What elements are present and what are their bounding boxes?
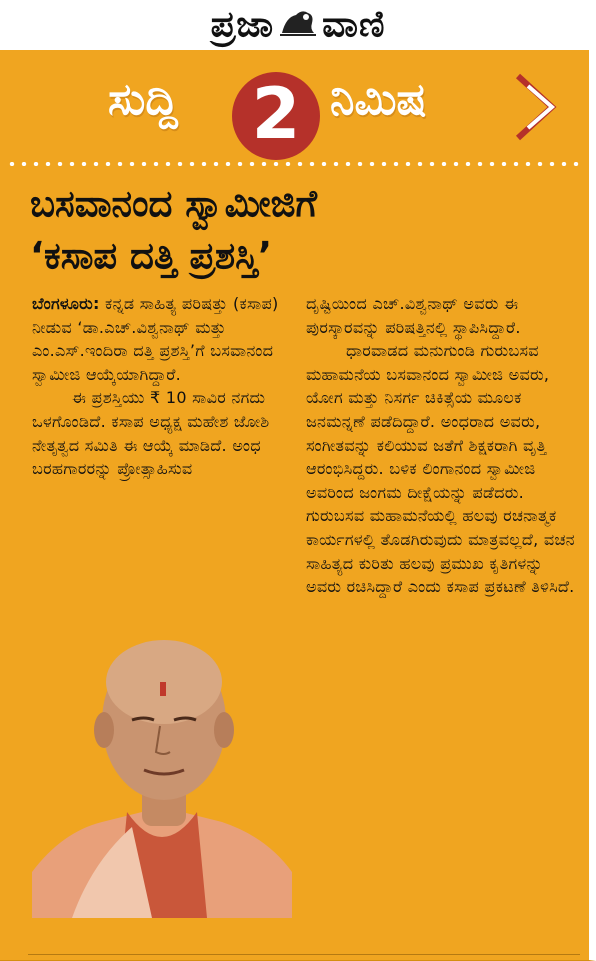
section-banner (0, 50, 589, 160)
chevron-right-icon[interactable] (512, 72, 560, 142)
article-paragraph-3: ದೃಷ್ಟಿಯಿಂದ ಎಚ್.ವಿಶ್ವನಾಥ್ ಅವರು ಈ ಪುರಸ್ಕಾರವನ್ನು ಪರಿಷತ್ತಿನಲ್ಲಿ ಸ್ಥಾಪಿಸಿದ್ದಾರೆ. (306, 294, 521, 337)
article-paragraph-1: ಕನ್ನಡ ಸಾಹಿತ್ಯ ಪರಿಷತ್ತು (ಕಸಾಪ) ನೀಡುವ ‘ಡಾ.ಎಚ್.ವಿಶ್ವನಾಥ್ ಮತ್ತು ಎಂ.ಎಸ್.ಇಂದಿರಾ ದತ್ತಿ ಪ್ರಶಸ್ತಿ’ಗೆ ಬಸವಾನಂದ ಸ್ವಾಮೀಜಿ ಆಯ್ಕೆಯಾಗಿದ್ದಾರೆ. (32, 294, 279, 384)
swamiji-portrait (32, 622, 292, 918)
article-headline (30, 178, 570, 282)
lion-emblem-icon (278, 3, 318, 39)
banner-number-badge (232, 72, 320, 160)
article-column-right (306, 292, 576, 599)
masthead (0, 0, 596, 50)
headline-line-2: ‘ಕಸಾಪ ದತ್ತಿ ಪ್ರಶಸ್ತಿ’ (30, 234, 273, 277)
banner-word-suddi: ಸುದ್ದಿ (108, 74, 178, 125)
bottom-rule (28, 954, 580, 955)
news-card (0, 50, 596, 961)
article-paragraph-4: ಧಾರವಾಡದ ಮನುಗುಂಡಿ ಗುರುಬಸವ ಮಹಾಮನೆಯ ಬಸವಾನಂದ ಸ್ವಾಮೀಜಿ ಅವರು, ಯೋಗ ಮತ್ತು ನಿಸರ್ಗ ಚಿಕಿತ್ಸೆಯ ಮೂಲಕ ಜನಮನ್ನಣೆ ಪಡೆದಿದ್ದಾರೆ. ಅಂಧರಾದ ಅವರು, ಸಂಗೀತವನ್ನು ಕಲಿಯುವ ಜತೆಗೆ ಶಿಕ್ಷಕರಾಗಿ ವೃತ್ತಿ ಆರಂಭಿಸಿದ್ದರು. ಬಳಿಕ ಲಿಂಗಾನಂದ ಸ್ವಾಮೀಜಿ ಅವರಿಂದ ಜಂಗಮ ದೀಕ್ಷೆಯನ್ನು ಪಡೆದರು. ಗುರುಬಸವ ಮಹಾಮನೆಯಲ್ಲಿ ಹಲವು ರಚನಾತ್ಮಕ ಕಾರ್ಯಗಳಲ್ಲಿ ತೊಡಗಿರುವುದು ಮಾತ್ರವಲ್ಲದೆ, ವಚನ ಸಾಹಿತ್ಯದ ಕುರಿತು ಹಲವು ಪ್ರಮುಖ ಕೃತಿಗಳನ್ನು ಅವರು ರಚಿಸಿದ್ದಾರೆ ಎಂದು ಕಸಾಪ ಪ್ರಕಟಣೆ ತಿಳಿಸಿದೆ. (306, 341, 575, 597)
masthead-logo-part2: ವಾಣಿ (322, 4, 386, 45)
masthead-logo-part1: ಪ್ರಜಾ (210, 4, 275, 45)
banner-number: 2 (251, 73, 301, 155)
headline-line-1: ಬಸವಾನಂದ ಸ್ವಾಮೀಜಿಗೆ (30, 182, 317, 225)
banner-word-nimisha: ನಿಮಿಷ (330, 74, 427, 125)
article-column-left (32, 292, 294, 481)
article-paragraph-2: ಈ ಪ್ರಶಸ್ತಿಯು ₹ 10 ಸಾವಿರ ನಗದು ಒಳಗೊಂಡಿದೆ. ಕಸಾಪ ಅಧ್ಯಕ್ಷ ಮಹೇಶ ಜೋಶಿ ನೇತೃತ್ವದ ಸಮಿತಿ ಈ ಆಯ್ಕೆ ಮಾಡಿದೆ. ಅಂಧ ಬರಹಗಾರರನ್ನು ಪ್ರೋತ್ಸಾಹಿಸುವ (32, 388, 270, 479)
dotted-divider (6, 162, 584, 166)
article-byline: ಬೆಂಗಳೂರು: (32, 294, 100, 313)
